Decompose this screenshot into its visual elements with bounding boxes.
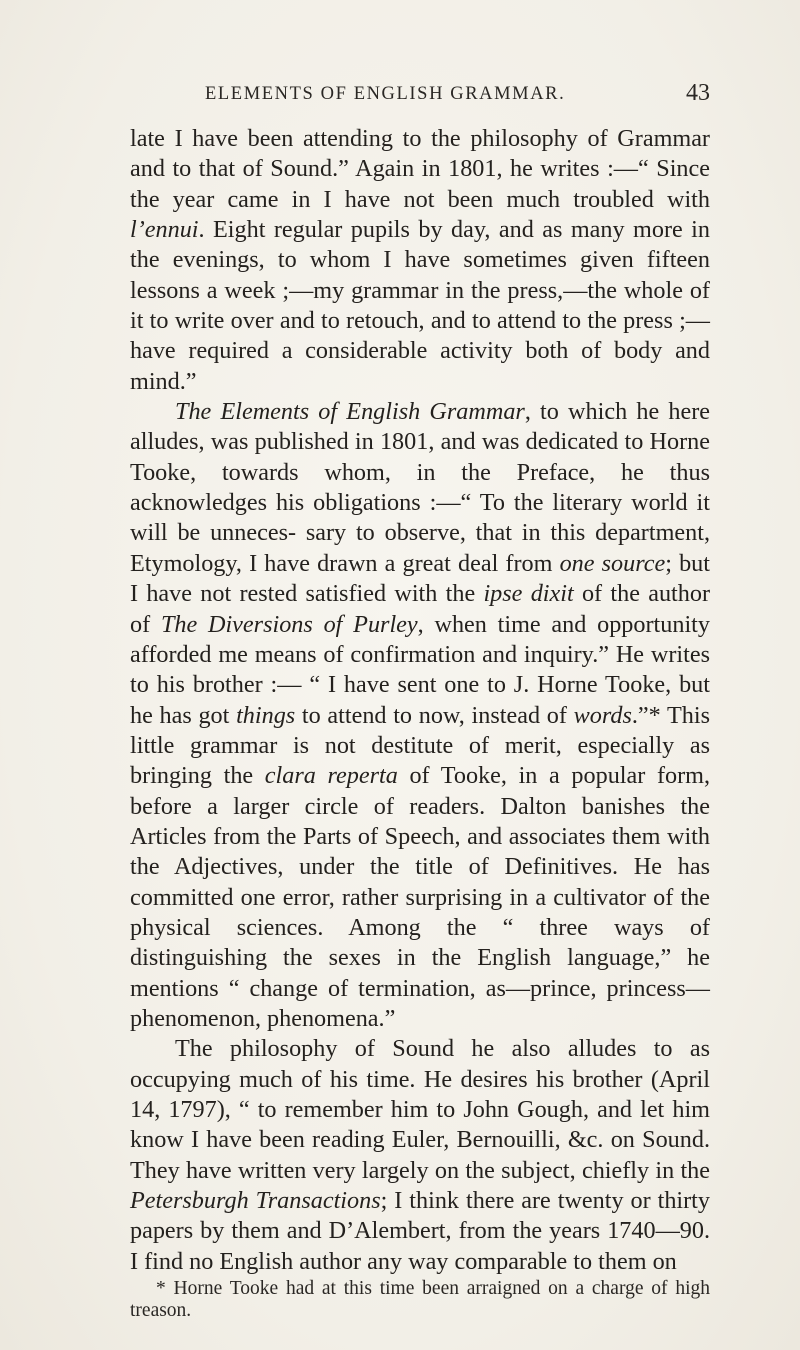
- text-run: .”* This little grammar is not destitute of merit, especially as bringing the: [130, 701, 710, 790]
- italic-text: things: [236, 701, 296, 729]
- text-run: ; but I have not rested satisfied with the: [130, 549, 710, 608]
- text-run: The philosophy of Sound he also alludes to as occupying much of his time. He desires his brother (April 14, 1797), “ to remember him to John Gough, and let him know I have been reading Euler, Bernouilli, &c. on Sound. They have written very largely on the subject, chiefly in the: [130, 1035, 710, 1184]
- paragraph-1: [130, 124, 710, 397]
- italic-text: words: [573, 701, 632, 729]
- paragraph-3: [130, 1034, 710, 1277]
- page-number: 43: [686, 80, 710, 106]
- text-run: . Eight regular pupils by day, and as many more in the evenings, to whom I have sometimes given fifteen lessons a week ;—my grammar in the press,—the whole of it to write over and to retouch, and to attend to the press ;—have required a considerable activity both of body and mind.”: [130, 216, 710, 395]
- italic-text: clara reperta: [264, 762, 398, 790]
- italic-text: Petersburgh Transactions: [130, 1187, 381, 1215]
- text-run: to attend to now, instead of: [295, 701, 574, 729]
- text-run: of Tooke, in a popular form, before a larger circle of readers. Dalton banishes the Articles from the Parts of Speech, and associates them with the Adjectives, under the title of Definitives. He has committed one error, rather surprising in a cultivator of the physical sciences. Among the “ three ways of distinguishing the sexes in the English language,” he mentions “ change of termination, as—prince, princess—phenomenon, phenomena.”: [130, 762, 711, 1032]
- italic-text: one source: [559, 549, 666, 577]
- text-run: , to which he here alludes, was published in 1801, and was dedicated to Horne Tooke, towards whom, in the Preface, he thus acknowledges his obligations :—“ To the literary world it will be unneces- sary to observe, that in this department, Etymology, I have drawn a great deal from: [130, 398, 710, 577]
- text-run: , when time and opportunity afforded me means of confirmation and inquiry.” He writes to his brother :— “ I have sent one to J. Horne Tooke, but he has got: [130, 610, 710, 729]
- text-run: late I have been attending to the philosophy of Grammar and to that of Sound.” Again in 1801, he writes :—“ Since the year came in I have not been much troubled with: [130, 125, 710, 213]
- page-header: [130, 80, 710, 110]
- footnote: [130, 1278, 710, 1322]
- italic-text: ipse dixit: [483, 580, 574, 608]
- body-text: [130, 124, 710, 1277]
- italic-text: l’ennui: [130, 216, 199, 244]
- italic-text: The Elements of English Grammar: [175, 398, 525, 426]
- italic-text: The Diversions of Purley: [160, 610, 418, 638]
- text-run: ; I think there are twenty or thirty papers by them and D’Alembert, from the years 1740—90. I find no English author any way comparable to them on: [130, 1187, 711, 1275]
- running-head: ELEMENTS OF ENGLISH GRAMMAR.: [205, 84, 566, 104]
- footnote-text: * Horne Tooke had at this time been arraigned on a charge of high treason.: [130, 1278, 710, 1321]
- paragraph-2: [130, 397, 710, 1034]
- text-run: of the author of: [130, 580, 710, 638]
